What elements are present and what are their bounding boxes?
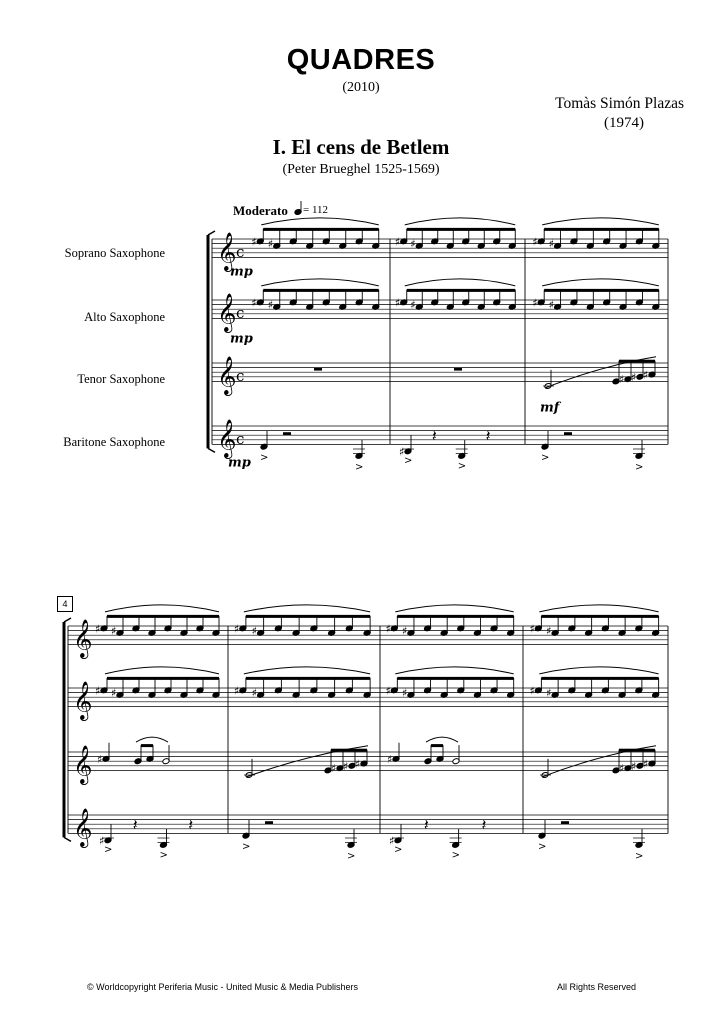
score-title: QUADRES xyxy=(286,44,436,76)
slur xyxy=(426,737,458,742)
sharp-icon: ♯ xyxy=(546,686,552,700)
treble-clef-icon: 𝄞 xyxy=(217,418,237,458)
movement-subtitle: (Peter Brueghel 1525-1569) xyxy=(282,162,440,177)
instrument-label-soprano: Soprano Saxophone xyxy=(64,246,165,260)
treble-clef-icon: 𝄞 xyxy=(217,355,237,395)
slur xyxy=(542,218,659,225)
sharp-icon: ♯ xyxy=(385,622,391,636)
whole-rest-icon xyxy=(454,368,462,371)
common-time-icon: c xyxy=(236,429,245,448)
movement-title: I. El cens de Betlem xyxy=(272,135,450,159)
sharp-icon: ♯ xyxy=(631,759,637,773)
sharp-icon: ♯ xyxy=(643,368,649,382)
rights-notice: All Rights Reserved xyxy=(556,982,636,992)
sharp-icon: ♯ xyxy=(410,298,416,312)
measure-number: 4 xyxy=(57,596,73,612)
sharp-icon: ♯ xyxy=(399,445,405,459)
sharp-icon: ♯ xyxy=(95,684,101,698)
beam xyxy=(541,677,658,680)
sharp-icon: ♯ xyxy=(631,370,637,384)
accent-icon: > xyxy=(457,460,467,472)
beam xyxy=(541,615,658,618)
instrument-label-alto: Alto Saxophone xyxy=(84,310,165,324)
treble-clef-icon: 𝄞 xyxy=(217,292,237,332)
slur xyxy=(395,667,513,674)
sharp-icon: ♯ xyxy=(619,762,625,776)
beam xyxy=(544,289,659,292)
beam xyxy=(246,615,370,618)
treble-clef-icon: 𝄞 xyxy=(73,744,93,784)
slur xyxy=(244,667,370,674)
sharp-icon: ♯ xyxy=(410,237,416,251)
beam xyxy=(397,615,513,618)
composition-year: (2010) xyxy=(342,80,380,95)
sharp-icon: ♯ xyxy=(619,373,625,387)
sharp-icon: ♯ xyxy=(643,757,649,771)
half-rest-icon xyxy=(561,821,569,824)
quarter-rest-icon: 𝄽 xyxy=(423,814,429,834)
quarter-rest-icon: 𝄽 xyxy=(188,814,194,834)
sharp-icon: ♯ xyxy=(267,298,274,312)
slur xyxy=(539,605,658,612)
sharp-icon: ♯ xyxy=(548,237,554,251)
system-bracket xyxy=(64,618,71,622)
whole-rest-icon xyxy=(314,368,322,371)
composer-birth-year: (1974) xyxy=(604,115,644,131)
copyright-notice: © Worldcopyright Periferia Music - United Music & Media Publishers xyxy=(87,982,359,992)
sharp-icon: ♯ xyxy=(548,298,554,312)
beam xyxy=(107,677,219,680)
accent-icon: > xyxy=(394,844,403,856)
sharp-icon: ♯ xyxy=(546,624,552,638)
beam xyxy=(263,289,379,292)
sharp-icon: ♯ xyxy=(233,622,240,636)
instrument-label-tenor: Tenor Saxophone xyxy=(77,372,165,386)
common-time-icon: c xyxy=(236,242,245,261)
sharp-icon: ♯ xyxy=(394,235,401,249)
sharp-icon: ♯ xyxy=(529,684,535,698)
treble-clef-icon: 𝄞 xyxy=(217,231,237,271)
half-rest-icon xyxy=(283,432,291,435)
quarter-rest-icon: 𝄽 xyxy=(132,814,138,834)
beam xyxy=(263,228,379,231)
slur xyxy=(105,667,219,674)
sharp-icon: ♯ xyxy=(355,757,361,771)
sharp-icon: ♯ xyxy=(267,237,274,251)
quarter-rest-icon: 𝄽 xyxy=(485,425,491,445)
composer-name: Tomàs Simón Plazas xyxy=(555,95,684,112)
beam xyxy=(107,615,219,618)
beam xyxy=(397,677,513,680)
sharp-icon: ♯ xyxy=(401,624,408,638)
half-rest-icon xyxy=(265,821,273,824)
sharp-icon: ♯ xyxy=(401,686,408,700)
sharp-icon: ♯ xyxy=(331,762,337,776)
accent-icon: > xyxy=(260,452,269,464)
treble-clef-icon: 𝄞 xyxy=(73,807,93,847)
accent-icon: > xyxy=(635,461,644,473)
slur xyxy=(405,218,516,225)
sharp-icon: ♯ xyxy=(343,759,349,773)
slur xyxy=(244,605,370,612)
system-bracket xyxy=(208,231,215,235)
accent-icon: > xyxy=(159,849,168,861)
accent-icon: > xyxy=(104,844,113,856)
half-rest-icon xyxy=(564,432,572,435)
accent-icon: > xyxy=(347,850,356,862)
slur xyxy=(261,218,379,225)
accent-icon: > xyxy=(541,452,550,464)
slur xyxy=(405,279,516,286)
sharp-icon: ♯ xyxy=(394,296,401,310)
beam xyxy=(407,228,516,231)
beam xyxy=(431,744,443,747)
beam xyxy=(246,677,370,680)
accent-icon: > xyxy=(355,461,364,473)
accent-icon: > xyxy=(451,849,461,861)
sharp-icon: ♯ xyxy=(532,296,538,310)
sharp-icon: ♯ xyxy=(251,624,257,638)
beam xyxy=(141,744,153,747)
sharp-icon: ♯ xyxy=(111,686,117,700)
sharp-icon: ♯ xyxy=(529,622,535,636)
sharp-icon: ♯ xyxy=(251,686,257,700)
tempo-value: = 112 xyxy=(303,204,329,216)
slur xyxy=(395,605,513,612)
dynamic-soprano: mp xyxy=(230,264,253,280)
slur xyxy=(542,279,659,286)
dynamic-alto: mp xyxy=(230,331,253,347)
accent-icon: > xyxy=(538,841,547,853)
accent-icon: > xyxy=(242,841,251,853)
tempo-marking: Moderato xyxy=(233,203,288,218)
sharp-icon: ♯ xyxy=(389,834,395,848)
slur xyxy=(105,605,219,612)
treble-clef-icon: 𝄞 xyxy=(73,618,93,658)
dynamic-tenor: mf xyxy=(540,400,560,416)
instrument-label-baritone: Baritone Saxophone xyxy=(63,435,165,449)
slur xyxy=(539,667,658,674)
beam xyxy=(407,289,516,292)
sharp-icon: ♯ xyxy=(233,684,240,698)
system-bracket xyxy=(64,837,71,841)
slur xyxy=(261,279,379,286)
sharp-icon: ♯ xyxy=(111,624,117,638)
common-time-icon: c xyxy=(236,303,245,322)
common-time-icon: c xyxy=(236,366,245,385)
system-bracket xyxy=(208,448,215,452)
sharp-icon: ♯ xyxy=(387,752,393,766)
sharp-icon: ♯ xyxy=(251,296,257,310)
sharp-icon: ♯ xyxy=(95,622,101,636)
treble-clef-icon: 𝄞 xyxy=(73,680,93,720)
beam xyxy=(544,228,659,231)
sharp-icon: ♯ xyxy=(97,752,103,766)
sharp-icon: ♯ xyxy=(532,235,538,249)
sharp-icon: ♯ xyxy=(385,684,391,698)
quarter-rest-icon: 𝄽 xyxy=(481,814,487,834)
accent-icon: > xyxy=(404,455,413,467)
quarter-rest-icon: 𝄽 xyxy=(431,425,437,445)
sharp-icon: ♯ xyxy=(251,235,257,249)
slur xyxy=(136,737,168,742)
sharp-icon: ♯ xyxy=(99,834,105,848)
accent-icon: > xyxy=(635,850,644,862)
dynamic-baritone: mp xyxy=(228,455,251,471)
